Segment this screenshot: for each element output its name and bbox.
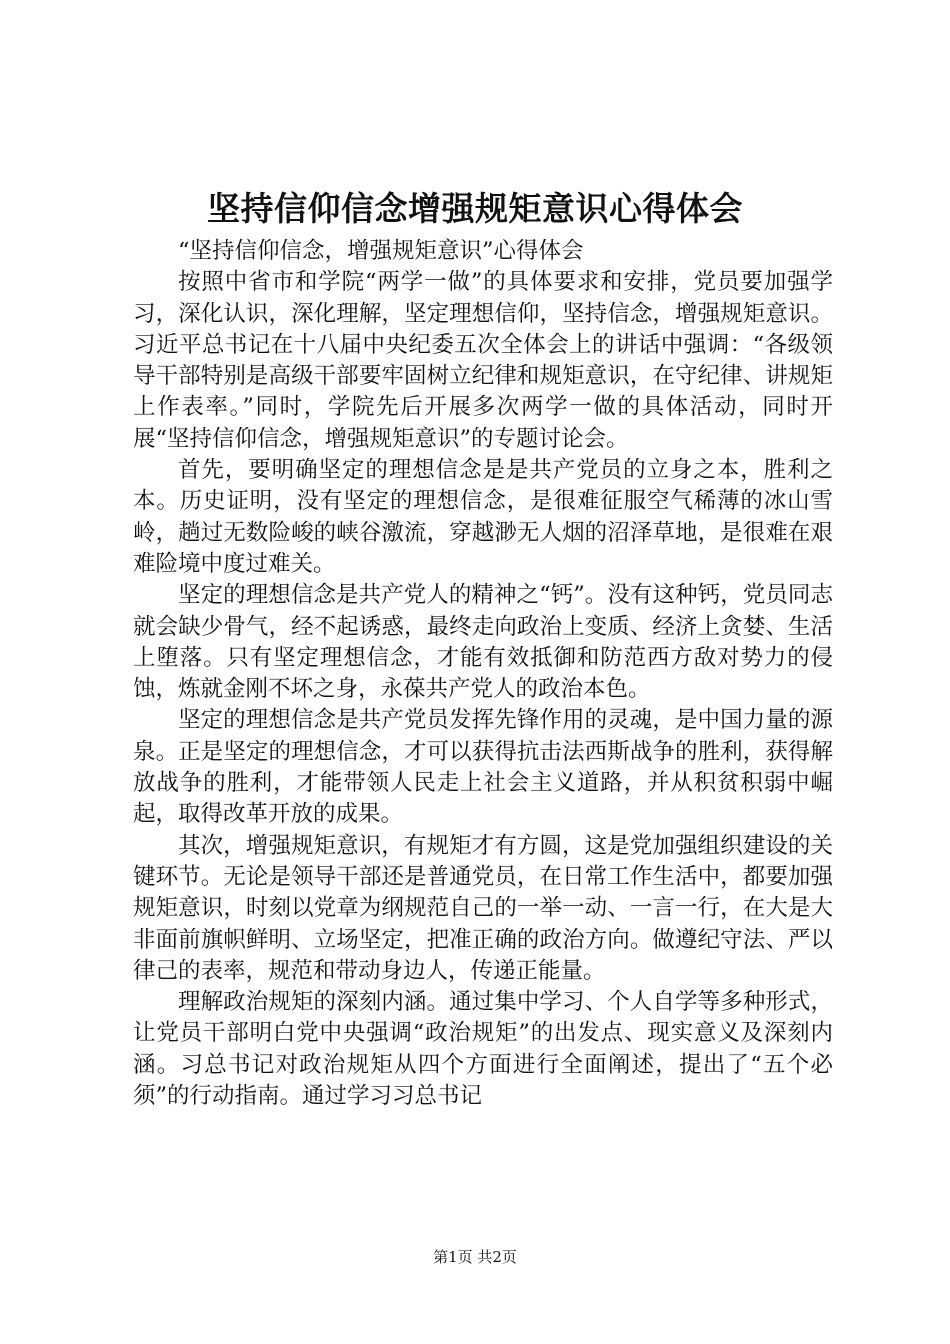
paragraph: 按照中省市和学院“两学一做”的具体要求和安排，党员要加强学习，深化认识，深化理解，坚定理想信仰，坚持信念，增强规矩意识。习近平总书记在十八届中央纪委五次全体会上的讲话中强调：“各级领导干部特别是高级干部要牢固树立纪律和规矩意识，在守纪律、讲规矩上作表率。”同时，学院先后开展多次两学一做的具体活动，同时开展“坚持信仰信念，增强规矩意识”的专题讨论会。 [133, 269, 833, 452]
paragraph: 理解政治规矩的深刻内涵。通过集中学习、个人自学等多种形式，让党员干部明白党中央强调“政治规矩”的出发点、现实意义及深刻内涵。习总书记对政治规矩从四个方面进行全面阐述，提出了“五个必须”的行动指南。通过学习习总书记 [133, 989, 833, 1110]
paragraph-subtitle: “坚持信仰信念，增强规矩意识”心得体会 [178, 238, 584, 264]
paragraph: 其次，增强规矩意识，有规矩才有方圆，这是党加强组织建设的关键环节。无论是领导干部还是普通党员，在日常工作生活中，都要加强规矩意识，时刻以党章为纲规范自己的一举一动、一言一行，在大是大非面前旗帜鲜明、立场坚定，把准正确的政治方向。做遵纪守法、严以律己的表率，规范和带动身边人，传递正能量。 [133, 832, 833, 984]
document-title: 坚持信仰信念增强规矩意识心得体会 [207, 189, 743, 228]
paragraph: 首先，要明确坚定的理想信念是是共产党员的立身之本，胜利之本。历史证明，没有坚定的理想信念，是很难征服空气稀薄的冰山雪岭，趟过无数险峻的峡谷激流，穿越渺无人烟的沼泽草地，是很难在艰难险境中度过难关。 [133, 457, 833, 577]
document-body [133, 236, 833, 1112]
paragraph: 坚定的理想信念是共产党人的精神之“钙”。没有这种钙，党员同志就会缺少骨气，经不起诱惑，最终走向政治上变质、经济上贪婪、生活上堕落。只有坚定理想信念，才能有效抵御和防范西方敌对势力的侵蚀，炼就金刚不坏之身，永葆共产党人的政治本色。 [133, 582, 833, 703]
paragraph: 坚定的理想信念是共产党员发挥先锋作用的灵魂，是中国力量的源泉。正是坚定的理想信念，才可以获得抗击法西斯战争的胜利，获得解放战争的胜利，才能带领人民走上社会主义道路，并从积贫积弱中崛起，取得改革开放的成果。 [133, 707, 833, 828]
page-footer: 第1页 共2页 [433, 1248, 517, 1266]
